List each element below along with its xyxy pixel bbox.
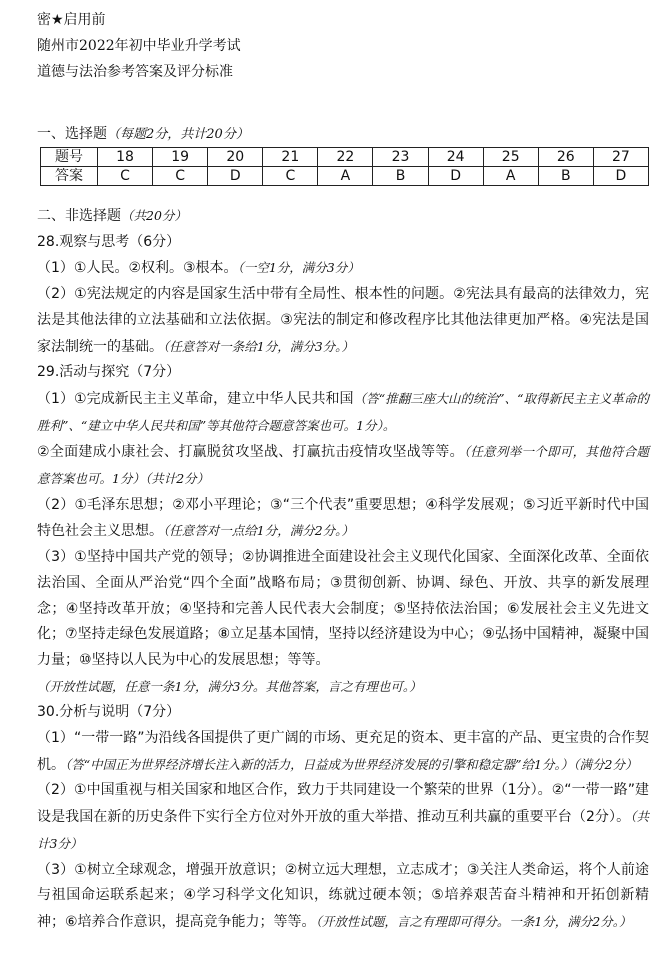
question-number: 24: [428, 148, 483, 167]
section-1-heading: [37, 123, 249, 143]
question-number-row: [41, 148, 649, 167]
q30-title: 30.分析与说明（7分）: [37, 704, 181, 721]
answer-cell: C: [98, 167, 153, 186]
q29-part3-note: （开放性试题，任意一条1分，满分3分。其他答案，言之有理也可。）: [37, 678, 422, 694]
q28-title: 28.观察与思考（6分）: [37, 233, 181, 250]
answer-cell: D: [428, 167, 483, 186]
answer-row: [41, 167, 649, 186]
section-2-heading: [37, 203, 649, 230]
q28-part1-note: （一空1分，满分3分）: [237, 260, 360, 276]
q30-part3: [37, 858, 649, 936]
answer-cell: C: [153, 167, 208, 186]
question-number: 26: [538, 148, 593, 167]
section-2-title: 二、非选择题: [37, 208, 121, 224]
answer-cell: B: [538, 167, 593, 186]
q30-part2: [37, 778, 649, 857]
section-1-score-note: （每题2分，共计20分）: [107, 127, 249, 142]
q29-part3-note-line: [37, 674, 649, 701]
q29-part3: [37, 545, 649, 674]
q29-part1: [37, 386, 649, 439]
answer-table: [40, 147, 649, 186]
q30-part1-note: （答“中国正为世界经济增长注入新的活力，日益成为世界经济发展的引擎和稳定器”给1分。）（满分2分）: [65, 756, 638, 772]
question-number: 19: [153, 148, 208, 167]
q29-part2-answer: （2）①毛泽东思想；②邓小平理论；③“三个代表”重要思想；④科学发展观；⑤习近平新时代中国特色社会主义思想。: [37, 496, 649, 540]
answer-cell: A: [318, 167, 373, 186]
q28-part1: [37, 255, 649, 282]
q29-title: 29.活动与探究（7分）: [37, 364, 181, 381]
q30-part3-answer: （3）①树立全球观念，增强开放意识；②树立远大理想，立志成才；③关注人类命运，将个人前途与祖国命运联系起来；④学习科学文化知识，练就过硬本领；⑤培养艰苦奋斗精神和开拓创新精神；⑥培养合作意识，提高竞争能力；等等。: [37, 861, 649, 930]
q29-part1b-note: （任意列举一个即可，其他符合题意答案也可。1分）（共计2分）: [37, 444, 649, 487]
question-number: 20: [208, 148, 263, 167]
non-choice-section: [37, 203, 649, 936]
answer-cell: B: [373, 167, 428, 186]
q30-part1-answer: （1）“一带一路”为沿线各国提供了更广阔的市场、更充足的资本、更丰富的产品、更宝贵的合作契机。: [37, 730, 649, 773]
row-label-answer: 答案: [41, 167, 98, 186]
q29-part3-answer: （3）①坚持中国共产党的领导；②协调推进全面建设社会主义现代化国家、全面深化改革、全面依法治国、全面从严治党“四个全面”战略布局；③贯彻创新、协调、绿色、开放、共享的新发展理念；④坚持改革开放；④坚持和完善人民代表大会制度；⑤坚持依法治国；⑥发展社会主义先进文化；⑦坚持走绿色发展道路；⑧立足基本国情，坚持以经济建设为中心；⑨弘扬中国精神，凝聚中国力量；⑩坚持以人民为中心的发展思想；等等。: [37, 549, 649, 668]
q29-part1-answer: （1）①完成新民主主义革命，建立中华人民共和国: [37, 390, 354, 407]
q30-part1: [37, 726, 649, 778]
q28-part2-answer: （2）①宪法规定的内容是国家生活中带有全局性、根本性的问题。②宪法具有最高的法律效力，宪法是其他法律的立法基础和立法依据。③宪法的制定和修改程序比其他法律更加严格。④宪法是国家法制统一的基础。: [37, 286, 649, 355]
q29-part2: [37, 493, 649, 545]
q30-part2-answer: （2）①中国重视与相关国家和地区合作，致力于共同建设一个繁荣的世界（1分）。②“一带一路”建设是我国在新的历史条件下实行全方位对外开放的重大举措、推动互利共赢的重要平台（2分）。: [37, 782, 649, 826]
exam-title: 随州市2022年初中毕业升学考试: [37, 38, 241, 54]
question-number: 25: [483, 148, 538, 167]
q28-part2-note: （任意答对一条给1分，满分3分。）: [163, 338, 354, 354]
answer-cell: A: [483, 167, 538, 186]
section-1-title: 一、选择题: [37, 126, 107, 142]
question-number: 23: [373, 148, 428, 167]
q28-part1-answer: （1）①人民。②权利。③根本。: [37, 260, 238, 277]
question-number: 22: [318, 148, 373, 167]
document-title: 道德与法治参考答案及评分标准: [37, 64, 233, 80]
q29-part1b: [37, 439, 649, 492]
row-label-number: 题号: [41, 148, 98, 167]
question-number: 21: [263, 148, 318, 167]
question-number: 27: [593, 148, 648, 167]
q29-part1b-answer: ②全面建成小康社会、打赢脱贫攻坚战、打赢抗击疫情攻坚战等等。: [37, 444, 464, 461]
q29-part2-note: （任意答对一点给1分，满分2分。）: [163, 523, 354, 539]
q29-part1-note: （答“推翻三座大山的统治”、“取得新民主主义革命的胜利”、“建立中华人民共和国”等其他符合题意答案也可。1分）。: [37, 390, 649, 433]
q28-part2: [37, 282, 649, 360]
answer-cell: D: [208, 167, 263, 186]
answer-cell: C: [263, 167, 318, 186]
question-number: 18: [98, 148, 153, 167]
answer-cell: D: [593, 167, 648, 186]
section-2-score-note: （共20分）: [121, 208, 187, 223]
q30-part3-note: （开放性试题，言之有理即可得分。一条1分，满分2分。）: [315, 913, 632, 929]
confidential-mark: 密★启用前: [37, 12, 106, 28]
q30-part2-note: （共计3分）: [37, 809, 649, 851]
